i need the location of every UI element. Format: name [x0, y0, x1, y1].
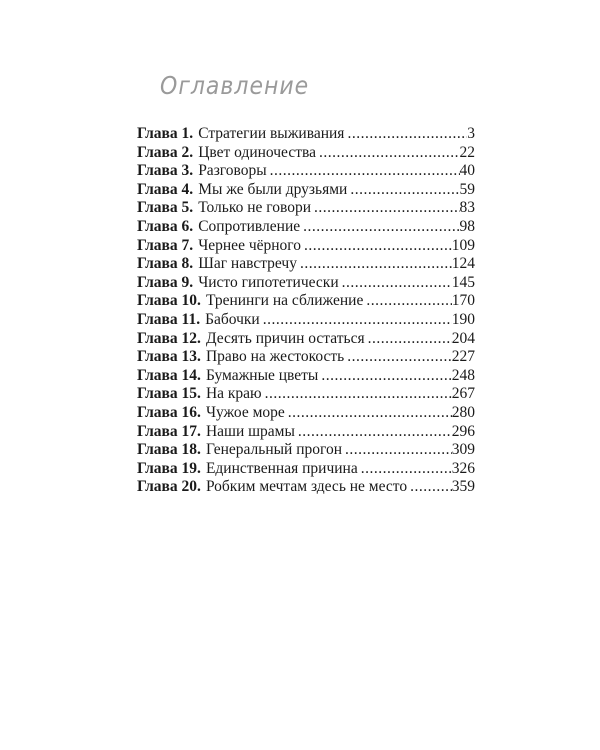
toc-entry	[137, 330, 475, 349]
toc-chapter-title: Чужое море	[205, 403, 285, 421]
toc-page-number: 204	[451, 329, 475, 347]
toc-dot-leader	[344, 348, 452, 367]
toc-chapter-title: Робким мечтам здесь не место	[205, 478, 408, 496]
toc-page-number: 190	[451, 310, 475, 328]
toc-dot-leader	[285, 404, 452, 423]
toc-dot-leader	[262, 385, 452, 404]
toc-page-number: 248	[451, 366, 475, 384]
toc-list	[137, 125, 475, 497]
toc-entry	[137, 423, 475, 442]
toc-entry	[137, 218, 475, 237]
toc-title: Оглавление	[160, 72, 310, 101]
toc-chapter-title: Мы же были друзьями	[198, 180, 348, 198]
toc-chapter-number: Глава 9.	[137, 273, 194, 291]
toc-chapter-number: Глава 20.	[137, 478, 201, 496]
toc-chapter-title: Наши шрамы	[205, 422, 295, 440]
toc-chapter-number: Глава 11.	[137, 310, 201, 328]
toc-page-number: 59	[459, 180, 475, 198]
toc-entry	[137, 237, 475, 256]
toc-dot-leader	[318, 367, 451, 386]
toc-page-number: 22	[459, 143, 475, 161]
toc-page-number: 170	[451, 292, 475, 310]
toc-dot-leader	[316, 144, 460, 163]
toc-chapter-title: Бабочки	[205, 310, 260, 328]
toc-dot-leader	[344, 125, 467, 144]
toc-page-number: 359	[451, 478, 475, 496]
toc-entry	[137, 385, 475, 404]
toc-entry	[137, 181, 475, 200]
toc-chapter-title: Десять причин остаться	[205, 329, 365, 347]
toc-dot-leader	[407, 478, 452, 497]
toc-chapter-number: Глава 13.	[137, 348, 201, 366]
toc-entry	[137, 441, 475, 460]
toc-chapter-number: Глава 8.	[137, 255, 194, 273]
toc-dot-leader	[295, 423, 452, 442]
toc-chapter-title: Бумажные цветы	[205, 366, 319, 384]
toc-chapter-title: Право на жестокость	[205, 348, 345, 366]
toc-chapter-number: Глава 15.	[137, 385, 201, 403]
toc-dot-leader	[311, 199, 460, 218]
toc-chapter-title: Только не говори	[198, 199, 311, 217]
toc-page-number: 83	[459, 199, 475, 217]
toc-entry	[137, 255, 475, 274]
toc-chapter-number: Глава 5.	[137, 199, 194, 217]
toc-chapter-title: Шаг навстречу	[198, 255, 297, 273]
toc-chapter-number: Глава 4.	[137, 180, 194, 198]
toc-chapter-number: Глава 10.	[137, 292, 201, 310]
toc-chapter-number: Глава 1.	[137, 125, 194, 142]
toc-dot-leader	[300, 218, 459, 237]
toc-page-number: 227	[451, 348, 475, 366]
toc-page-number: 109	[451, 236, 475, 254]
toc-dot-leader	[358, 460, 452, 479]
toc-chapter-number: Глава 16.	[137, 403, 201, 421]
toc-dot-leader	[339, 274, 452, 293]
toc-chapter-number: Глава 7.	[137, 236, 194, 254]
toc-chapter-title: Сопротивление	[198, 217, 301, 235]
toc-chapter-title: На краю	[205, 385, 262, 403]
toc-chapter-number: Глава 12.	[137, 329, 201, 347]
toc-page-number: 3	[467, 125, 475, 142]
toc-chapter-title: Цвет одиночества	[198, 143, 316, 161]
toc-chapter-number: Глава 18.	[137, 441, 201, 459]
toc-entry	[137, 478, 475, 497]
toc-page-number: 280	[451, 403, 475, 421]
toc-page-number: 124	[451, 255, 475, 273]
toc-dot-leader	[347, 181, 459, 200]
toc-dot-leader	[342, 441, 452, 460]
toc-chapter-number: Глава 2.	[137, 143, 194, 161]
toc-dot-leader	[363, 292, 451, 311]
toc-chapter-title: Тренинги на сближение	[205, 292, 364, 310]
toc-entry	[137, 367, 475, 386]
toc-entry	[137, 162, 475, 181]
toc-chapter-number: Глава 3.	[137, 162, 194, 180]
toc-chapter-title: Чисто гипотетически	[198, 273, 339, 291]
toc-chapter-number: Глава 19.	[137, 459, 201, 477]
toc-entry	[137, 460, 475, 479]
toc-chapter-number: Глава 14.	[137, 366, 201, 384]
toc-page-number: 326	[451, 459, 475, 477]
toc-dot-leader	[301, 237, 452, 256]
toc-entry	[137, 274, 475, 293]
toc-chapter-title: Генеральный прогон	[205, 441, 343, 459]
toc-chapter-number: Глава 17.	[137, 422, 201, 440]
toc-page-number: 145	[451, 273, 475, 291]
toc-entry	[137, 292, 475, 311]
toc-dot-leader	[365, 330, 452, 349]
toc-entry	[137, 311, 475, 330]
toc-chapter-title: Единственная причина	[205, 459, 358, 477]
toc-entry	[137, 348, 475, 367]
toc-dot-leader	[260, 311, 452, 330]
toc-page-number: 40	[459, 162, 475, 180]
toc-dot-leader	[267, 162, 460, 181]
toc-chapter-title: Чернее чёрного	[198, 236, 302, 254]
toc-entry	[137, 125, 475, 144]
toc-page-number: 98	[459, 217, 475, 235]
toc-page-number: 267	[451, 385, 475, 403]
toc-entry	[137, 404, 475, 423]
toc-chapter-title: Стратегии выживания	[198, 125, 345, 142]
toc-dot-leader	[297, 255, 452, 274]
toc-chapter-title: Разговоры	[198, 162, 267, 180]
toc-entry	[137, 144, 475, 163]
toc-page-number: 309	[451, 441, 475, 459]
toc-chapter-number: Глава 6.	[137, 217, 194, 235]
toc-page-number: 296	[451, 422, 475, 440]
toc-entry	[137, 199, 475, 218]
